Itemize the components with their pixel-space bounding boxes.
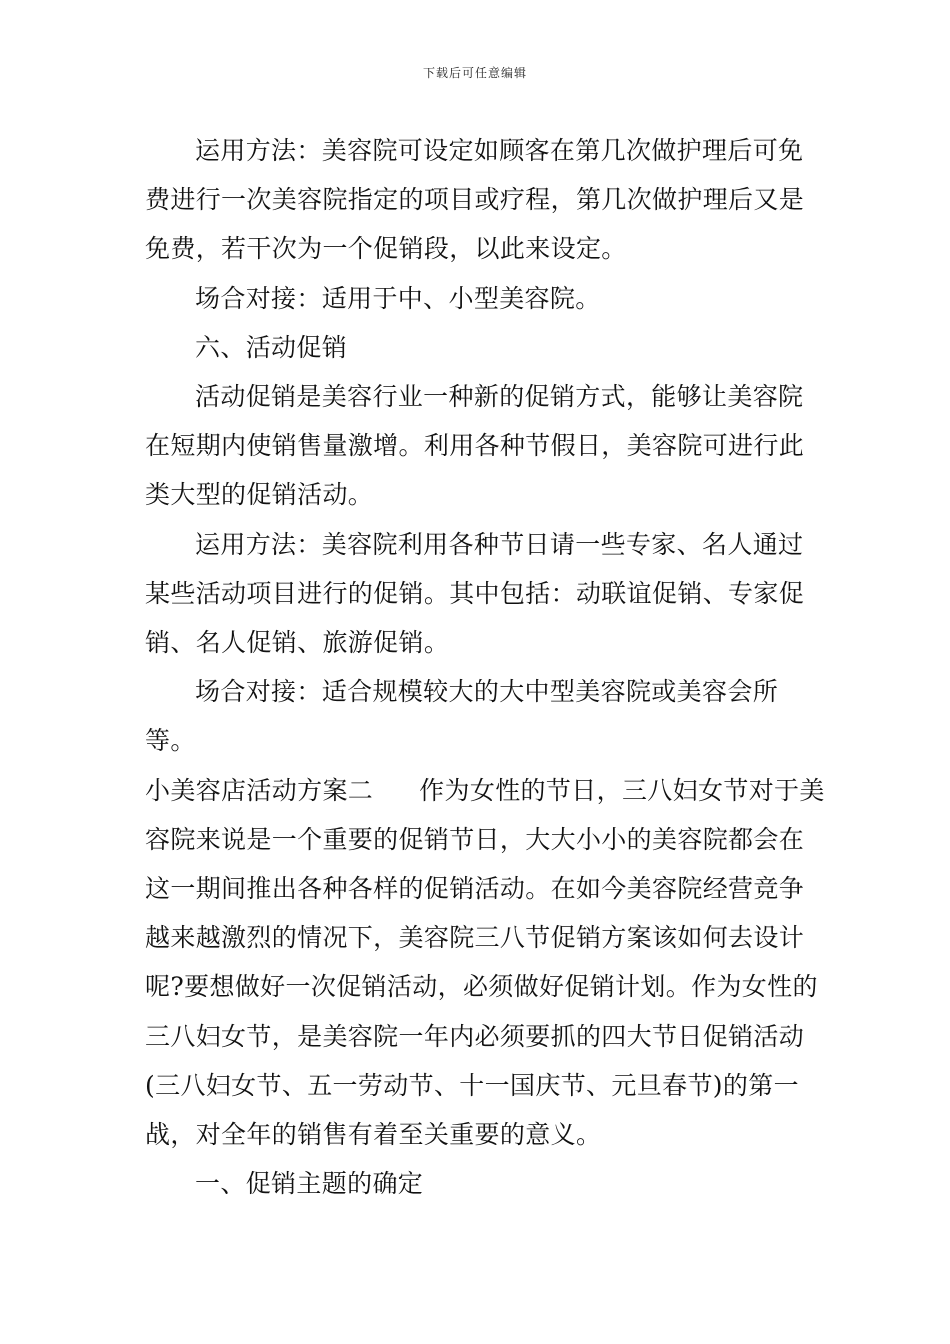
document-body	[145, 126, 825, 1208]
section-heading-one: 一、促销主题的确定	[195, 1169, 424, 1199]
plan-two-title: 小美容店活动方案二	[145, 775, 374, 805]
paragraph-usage-method-1: 运用方法：美容院可设定如顾客在第几次做护理后可免费进行一次美容院指定的项目或疗程，第几次做护理后又是免费，若干次为一个促销段，以此来设定。	[145, 136, 805, 264]
paragraph-usage-method-2: 运用方法：美容院利用各种节日请一些专家、名人通过某些活动项目进行的促销。其中包括：动联谊促销、专家促销、名人促销、旅游促销。	[145, 529, 805, 658]
header-note: 下载后可任意编辑	[422, 66, 527, 80]
paragraph-applicable-scenario-1: 场合对接：适用于中、小型美容院。	[195, 283, 601, 313]
paragraph-activity-promotion: 活动促销是美容行业一种新的促销方式，能够让美容院在短期内使销售量激增。利用各种节假日，美容院可进行此类大型的促销活动。	[145, 382, 805, 510]
paragraph-plan-two	[145, 766, 825, 1160]
paragraph-applicable-scenario-2: 场合对接：适合规模较大的大中型美容院或美容会所等。	[145, 677, 779, 756]
plan-two-text: 作为女性的节日，三八妇女节对于美容院来说是一个重要的促销节日，大大小小的美容院都会在这一期间推出各种各样的促销活动。在如今美容院经营竞争越来越激烈的情况下，美容院三八节促销方案该如何去设计呢?要想做好一次促销活动，必须做好促销计划。作为女性的三八妇女节，是美容院一年内必须要抓的四大节日促销活动(三八妇女节、五一劳动节、十一国庆节、元旦春节)的第一战，对全年的销售有着至关重要的意义。	[145, 775, 825, 1150]
section-heading-six: 六、活动促销	[195, 332, 348, 362]
